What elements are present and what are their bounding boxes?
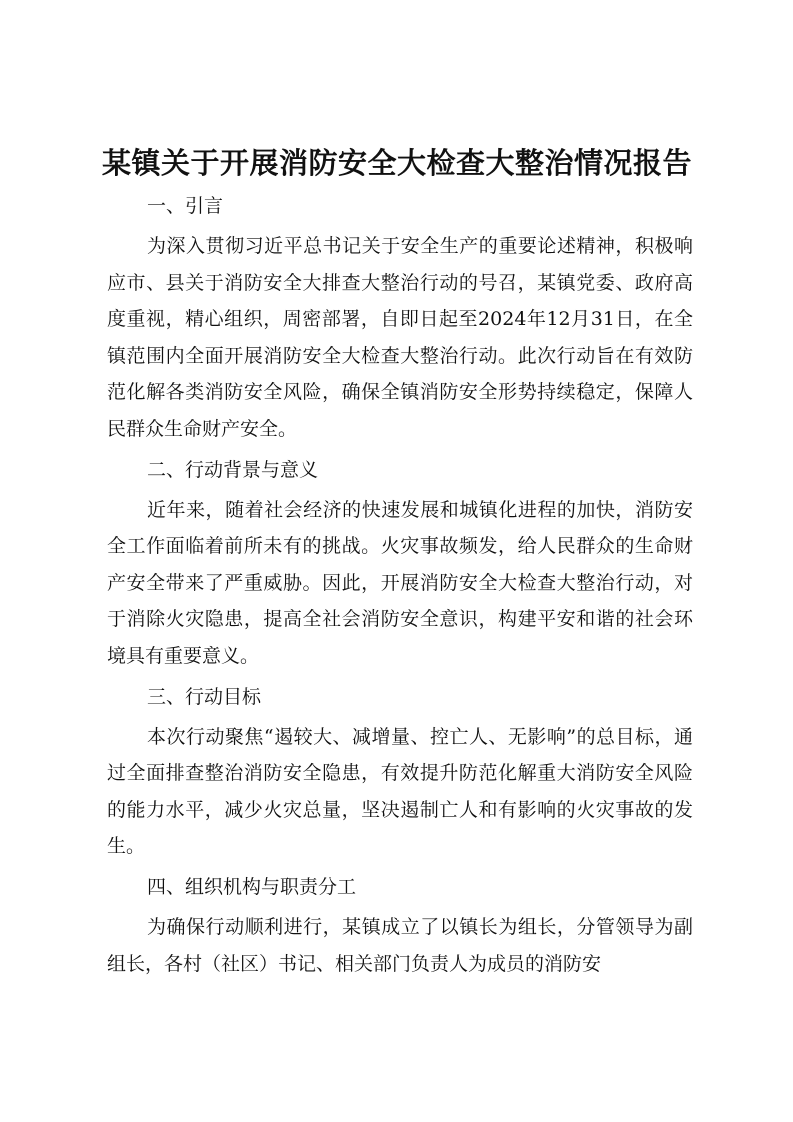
section-heading-background: 二、行动背景与意义 bbox=[147, 458, 319, 481]
section-heading-organization: 四、组织机构与职责分工 bbox=[147, 875, 357, 898]
section-heading-goals: 三、行动目标 bbox=[147, 685, 262, 708]
document-body bbox=[107, 188, 693, 986]
section-paragraph-introduction: 为深入贯彻习近平总书记关于安全生产的重要论述精神，积极响应市、县关于消防安全大排查大整治行动的号召，某镇党委、政府高度重视，精心组织，周密部署，自即日起至2024年12月31日，在全镇范围内全面开展消防安全大检查大整治行动。此次行动旨在有效防范化解各类消防安全风险，确保全镇消防安全形势持续稳定，保障人民群众生命财产安全。 bbox=[107, 235, 693, 440]
section-paragraph-background: 近年来，随着社会经济的快速发展和城镇化进程的加快，消防安全工作面临着前所未有的挑战。火灾事故频发，给人民群众的生命财产安全带来了严重威胁。因此，开展消防安全大检查大整治行动，对于消除火灾隐患，提高全社会消防安全意识，构建平安和谐的社会环境具有重要意义。 bbox=[107, 498, 693, 667]
document-title: 某镇关于开展消防安全大检查大整治情况报告 bbox=[101, 146, 692, 180]
section-heading-introduction: 一、引言 bbox=[147, 195, 224, 217]
section-paragraph-organization: 为确保行动顺利进行，某镇成立了以镇长为组长，分管领导为副组长，各村（社区）书记、相关部门负责人为成员的消防安 bbox=[107, 915, 693, 975]
section-paragraph-goals: 本次行动聚焦“遏较大、减增量、控亡人、无影响”的总目标，通过全面排查整治消防安全隐患，有效提升防范化解重大消防安全风险的能力水平，减少火灾总量，坚决遏制亡人和有影响的火灾事故的发生。 bbox=[107, 725, 693, 858]
